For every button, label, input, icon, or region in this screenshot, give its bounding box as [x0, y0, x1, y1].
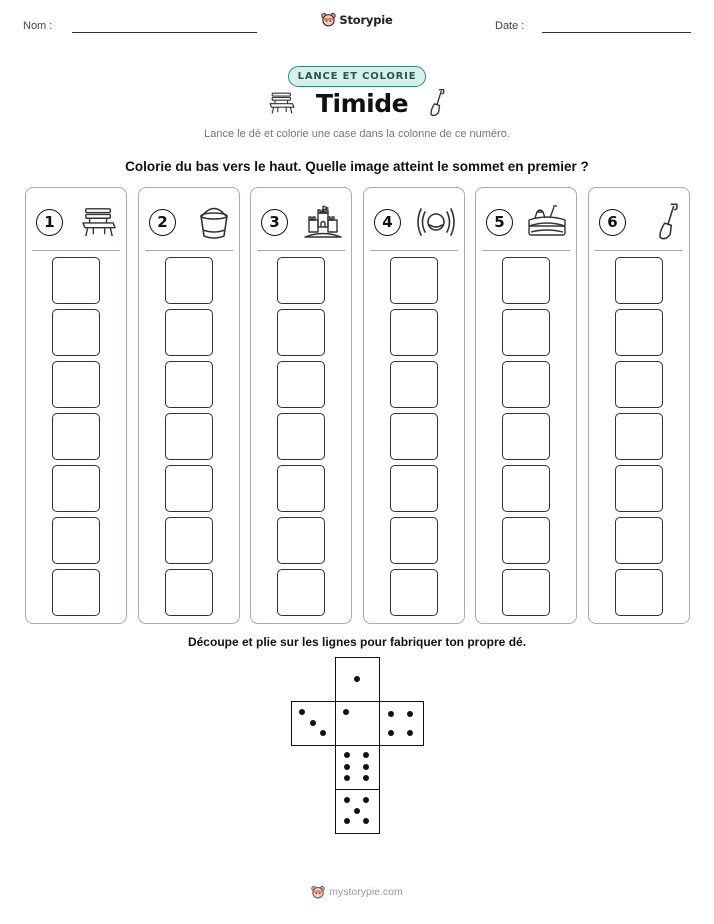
color-cell[interactable] — [390, 309, 438, 356]
sandcastle-icon — [303, 204, 343, 240]
storypie-mascot-icon — [311, 885, 325, 899]
color-cell[interactable] — [52, 517, 100, 564]
color-cell[interactable] — [277, 309, 325, 356]
bucket-icon — [197, 204, 231, 240]
color-cell[interactable] — [390, 413, 438, 460]
column-number: 4 — [374, 209, 401, 236]
question: Colorie du bas vers le haut. Quelle image atteint le sommet en premier ? — [125, 159, 589, 174]
color-cell[interactable] — [615, 309, 663, 356]
column-6 — [588, 187, 690, 624]
column-1 — [25, 187, 127, 624]
shovel-icon — [655, 202, 681, 242]
color-cell[interactable] — [277, 413, 325, 460]
footer — [0, 885, 714, 899]
color-cell[interactable] — [390, 257, 438, 304]
color-cell[interactable] — [502, 361, 550, 408]
color-cell[interactable] — [277, 517, 325, 564]
color-cell[interactable] — [615, 569, 663, 616]
brand-name: Storypie — [339, 12, 393, 27]
column-number: 5 — [486, 209, 513, 236]
column-5 — [475, 187, 577, 624]
color-cell[interactable] — [165, 517, 213, 564]
color-cell[interactable] — [52, 309, 100, 356]
column-number: 3 — [261, 209, 288, 236]
color-cell[interactable] — [165, 257, 213, 304]
bench-icon — [80, 206, 118, 238]
brand-logo — [0, 12, 714, 27]
color-cell[interactable] — [165, 361, 213, 408]
color-cell[interactable] — [390, 569, 438, 616]
color-cell[interactable] — [502, 465, 550, 512]
color-cell[interactable] — [277, 257, 325, 304]
bench-icon — [268, 91, 296, 115]
color-cell[interactable] — [165, 569, 213, 616]
dice-face-5 — [335, 789, 380, 834]
column-3 — [250, 187, 352, 624]
color-cell[interactable] — [390, 465, 438, 512]
dice-face-6 — [335, 745, 380, 790]
color-cell[interactable] — [277, 465, 325, 512]
color-cell[interactable] — [52, 569, 100, 616]
dice-face-3 — [291, 701, 336, 746]
color-cell[interactable] — [502, 569, 550, 616]
activity-badge: LANCE ET COLORIE — [288, 66, 427, 87]
column-number: 1 — [36, 209, 63, 236]
shovel-icon — [428, 88, 446, 118]
date-label: Date : — [495, 20, 525, 32]
dice-net — [291, 657, 425, 835]
page-title: Timide — [315, 88, 409, 118]
dice-face-1 — [335, 657, 380, 702]
color-cell[interactable] — [615, 413, 663, 460]
dice-face-1-center — [335, 701, 380, 746]
column-number: 6 — [599, 209, 626, 236]
color-cell[interactable] — [615, 257, 663, 304]
color-cell[interactable] — [615, 517, 663, 564]
color-cell[interactable] — [390, 517, 438, 564]
footer-url[interactable]: mystorypie.com — [329, 886, 403, 898]
color-cell[interactable] — [165, 465, 213, 512]
color-cell[interactable] — [277, 569, 325, 616]
color-cell[interactable] — [502, 413, 550, 460]
color-cell[interactable] — [615, 361, 663, 408]
color-cell[interactable] — [52, 257, 100, 304]
color-cell[interactable] — [52, 361, 100, 408]
color-cell[interactable] — [277, 361, 325, 408]
color-cell[interactable] — [615, 465, 663, 512]
beach-ball-icon — [416, 205, 456, 239]
dice-face-4 — [379, 701, 424, 746]
name-line — [72, 32, 257, 33]
date-line — [542, 32, 691, 33]
column-2 — [138, 187, 240, 624]
title-row — [0, 88, 714, 118]
dice-instruction: Découpe et plie sur les lignes pour fabriquer ton propre dé. — [187, 635, 527, 649]
column-number: 2 — [149, 209, 176, 236]
column-4 — [363, 187, 465, 624]
color-columns — [25, 187, 690, 624]
name-label: Nom : — [23, 20, 53, 32]
color-cell[interactable] — [390, 361, 438, 408]
color-cell[interactable] — [502, 257, 550, 304]
subtitle: Lance le dé et colorie une case dans la colonne de ce numéro. — [204, 128, 510, 140]
color-cell[interactable] — [52, 465, 100, 512]
color-cell[interactable] — [52, 413, 100, 460]
color-cell[interactable] — [165, 309, 213, 356]
color-cell[interactable] — [502, 517, 550, 564]
storypie-mascot-icon — [321, 12, 336, 27]
color-cell[interactable] — [165, 413, 213, 460]
color-cell[interactable] — [502, 309, 550, 356]
sandbox-icon — [526, 204, 568, 240]
